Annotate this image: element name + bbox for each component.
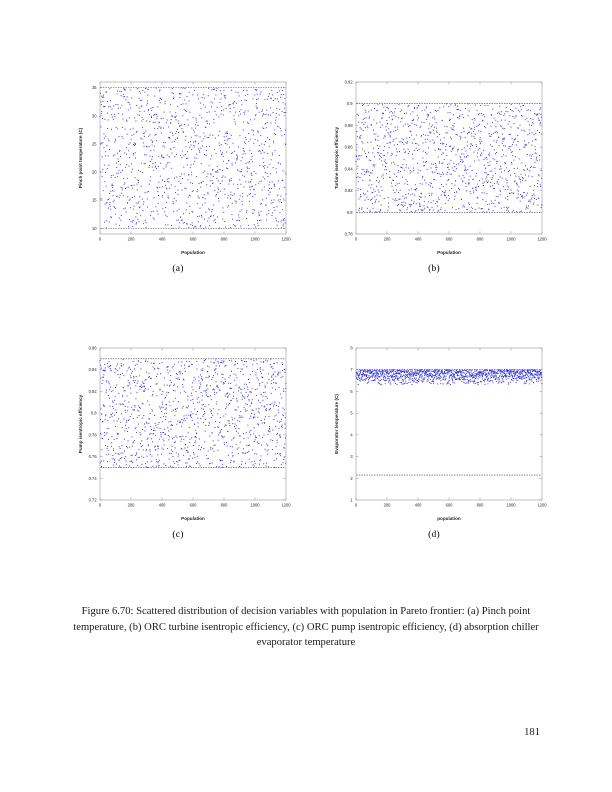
figure-row-bottom — [0, 336, 612, 540]
x-tick-label: 1200 — [537, 502, 547, 508]
x-tick-label: 400 — [414, 236, 422, 242]
y-tick-label: 2 — [350, 475, 353, 481]
x-tick-label: 600 — [445, 236, 453, 242]
x-tick-label: 200 — [127, 236, 135, 242]
x-tick-label: 1000 — [506, 236, 516, 242]
x-tick-label: 0 — [98, 502, 102, 508]
y-tick-label: 8 — [350, 345, 353, 351]
y-tick-label: 0.84 — [88, 367, 97, 373]
x-axis-title: population — [437, 516, 461, 521]
y-tick-label: 1 — [350, 497, 353, 503]
panel-label-c: (c) — [172, 530, 184, 540]
y-tick-label: 0.9 — [346, 101, 353, 107]
x-tick-label: 200 — [383, 236, 391, 242]
x-tick-label: 1000 — [250, 502, 260, 508]
x-tick-label: 400 — [158, 502, 166, 508]
chart-svg — [60, 336, 296, 526]
plot-frame — [356, 82, 542, 234]
panel-a — [60, 70, 296, 274]
panel-c — [60, 336, 296, 540]
row-spacer — [0, 274, 612, 336]
x-tick-label: 1200 — [281, 502, 291, 508]
y-tick-label: 6 — [350, 388, 353, 394]
y-tick-label: 0.84 — [344, 166, 353, 172]
plot-frame — [356, 348, 542, 500]
scatter-points — [356, 369, 543, 385]
x-tick-label: 0 — [98, 236, 102, 242]
scatter-plot-a — [60, 70, 296, 260]
x-tick-label: 400 — [158, 236, 166, 242]
y-tick-label: 30 — [92, 113, 97, 119]
x-tick-label: 0 — [354, 502, 358, 508]
x-tick-label: 800 — [476, 236, 484, 242]
x-tick-label: 200 — [127, 502, 135, 508]
x-tick-label: 400 — [414, 502, 422, 508]
x-tick-label: 200 — [383, 502, 391, 508]
panel-label-a: (a) — [172, 264, 184, 274]
x-tick-label: 800 — [220, 236, 228, 242]
y-tick-label: 0.76 — [88, 454, 97, 460]
x-tick-label: 600 — [189, 236, 197, 242]
y-tick-label: 15 — [92, 197, 97, 203]
figure-6-70 — [0, 70, 612, 540]
y-tick-label: 0.72 — [88, 497, 97, 503]
y-tick-label: 35 — [92, 85, 97, 91]
y-axis-title: Turbine isentropic efficiency — [334, 126, 339, 190]
y-tick-label: 5 — [350, 410, 353, 416]
x-tick-label: 1000 — [506, 502, 516, 508]
chart-svg — [316, 336, 552, 526]
x-axis-title: Population — [181, 250, 205, 255]
scatter-points — [100, 359, 287, 468]
chart-svg — [316, 70, 552, 260]
y-tick-label: 4 — [350, 432, 353, 438]
panel-d — [316, 336, 552, 540]
y-axis-title: Pump isentropic efficiency — [78, 394, 83, 454]
panel-label-b: (b) — [428, 264, 440, 274]
plot-frame — [100, 82, 286, 234]
x-tick-label: 800 — [220, 502, 228, 508]
chart-svg — [60, 70, 296, 260]
x-tick-label: 800 — [476, 502, 484, 508]
panel-b — [316, 70, 552, 274]
y-tick-label: 3 — [350, 454, 353, 460]
y-tick-label: 0.78 — [88, 432, 97, 438]
y-tick-label: 0.8 — [90, 410, 97, 416]
figure-row-top — [0, 70, 612, 274]
y-axis-title: Pinch point temperature (C) — [78, 127, 83, 189]
panel-label-d: (d) — [428, 530, 440, 540]
y-tick-label: 0.78 — [344, 231, 353, 237]
x-tick-label: 0 — [354, 236, 358, 242]
page-number: 181 — [524, 727, 540, 738]
y-axis-title: Evaporator temperature (C) — [334, 394, 339, 454]
y-tick-label: 0.8 — [346, 209, 353, 215]
y-tick-label: 0.74 — [88, 475, 97, 481]
y-tick-label: 0.82 — [344, 188, 353, 194]
scatter-plot-c — [60, 336, 296, 526]
scatter-points — [356, 103, 543, 212]
figure-caption: Figure 6.70: Scattered distribution of decision variables with population in Pareto frontier: (a) Pinch point temperature, (b) ORC turbine isentropic efficiency, (c) ORC pump isentropic efficiency, (d) absorption chiller evaporator temperature — [73, 606, 539, 648]
y-tick-label: 0.86 — [344, 144, 353, 150]
y-tick-label: 0.92 — [344, 79, 353, 85]
y-tick-label: 0.86 — [88, 345, 97, 351]
x-tick-label: 1200 — [281, 236, 291, 242]
y-tick-label: 0.82 — [88, 388, 97, 394]
y-tick-label: 0.88 — [344, 122, 353, 128]
scatter-points — [100, 88, 287, 229]
x-tick-label: 600 — [445, 502, 453, 508]
y-tick-label: 10 — [92, 225, 97, 231]
x-tick-label: 1200 — [537, 236, 547, 242]
y-tick-label: 7 — [350, 367, 353, 373]
x-axis-title: Population — [181, 516, 205, 521]
y-tick-label: 20 — [92, 169, 97, 175]
x-tick-label: 1000 — [250, 236, 260, 242]
y-tick-label: 25 — [92, 141, 97, 147]
scatter-plot-b — [316, 70, 552, 260]
scatter-plot-d — [316, 336, 552, 526]
x-axis-title: Population — [437, 250, 461, 255]
x-tick-label: 600 — [189, 502, 197, 508]
